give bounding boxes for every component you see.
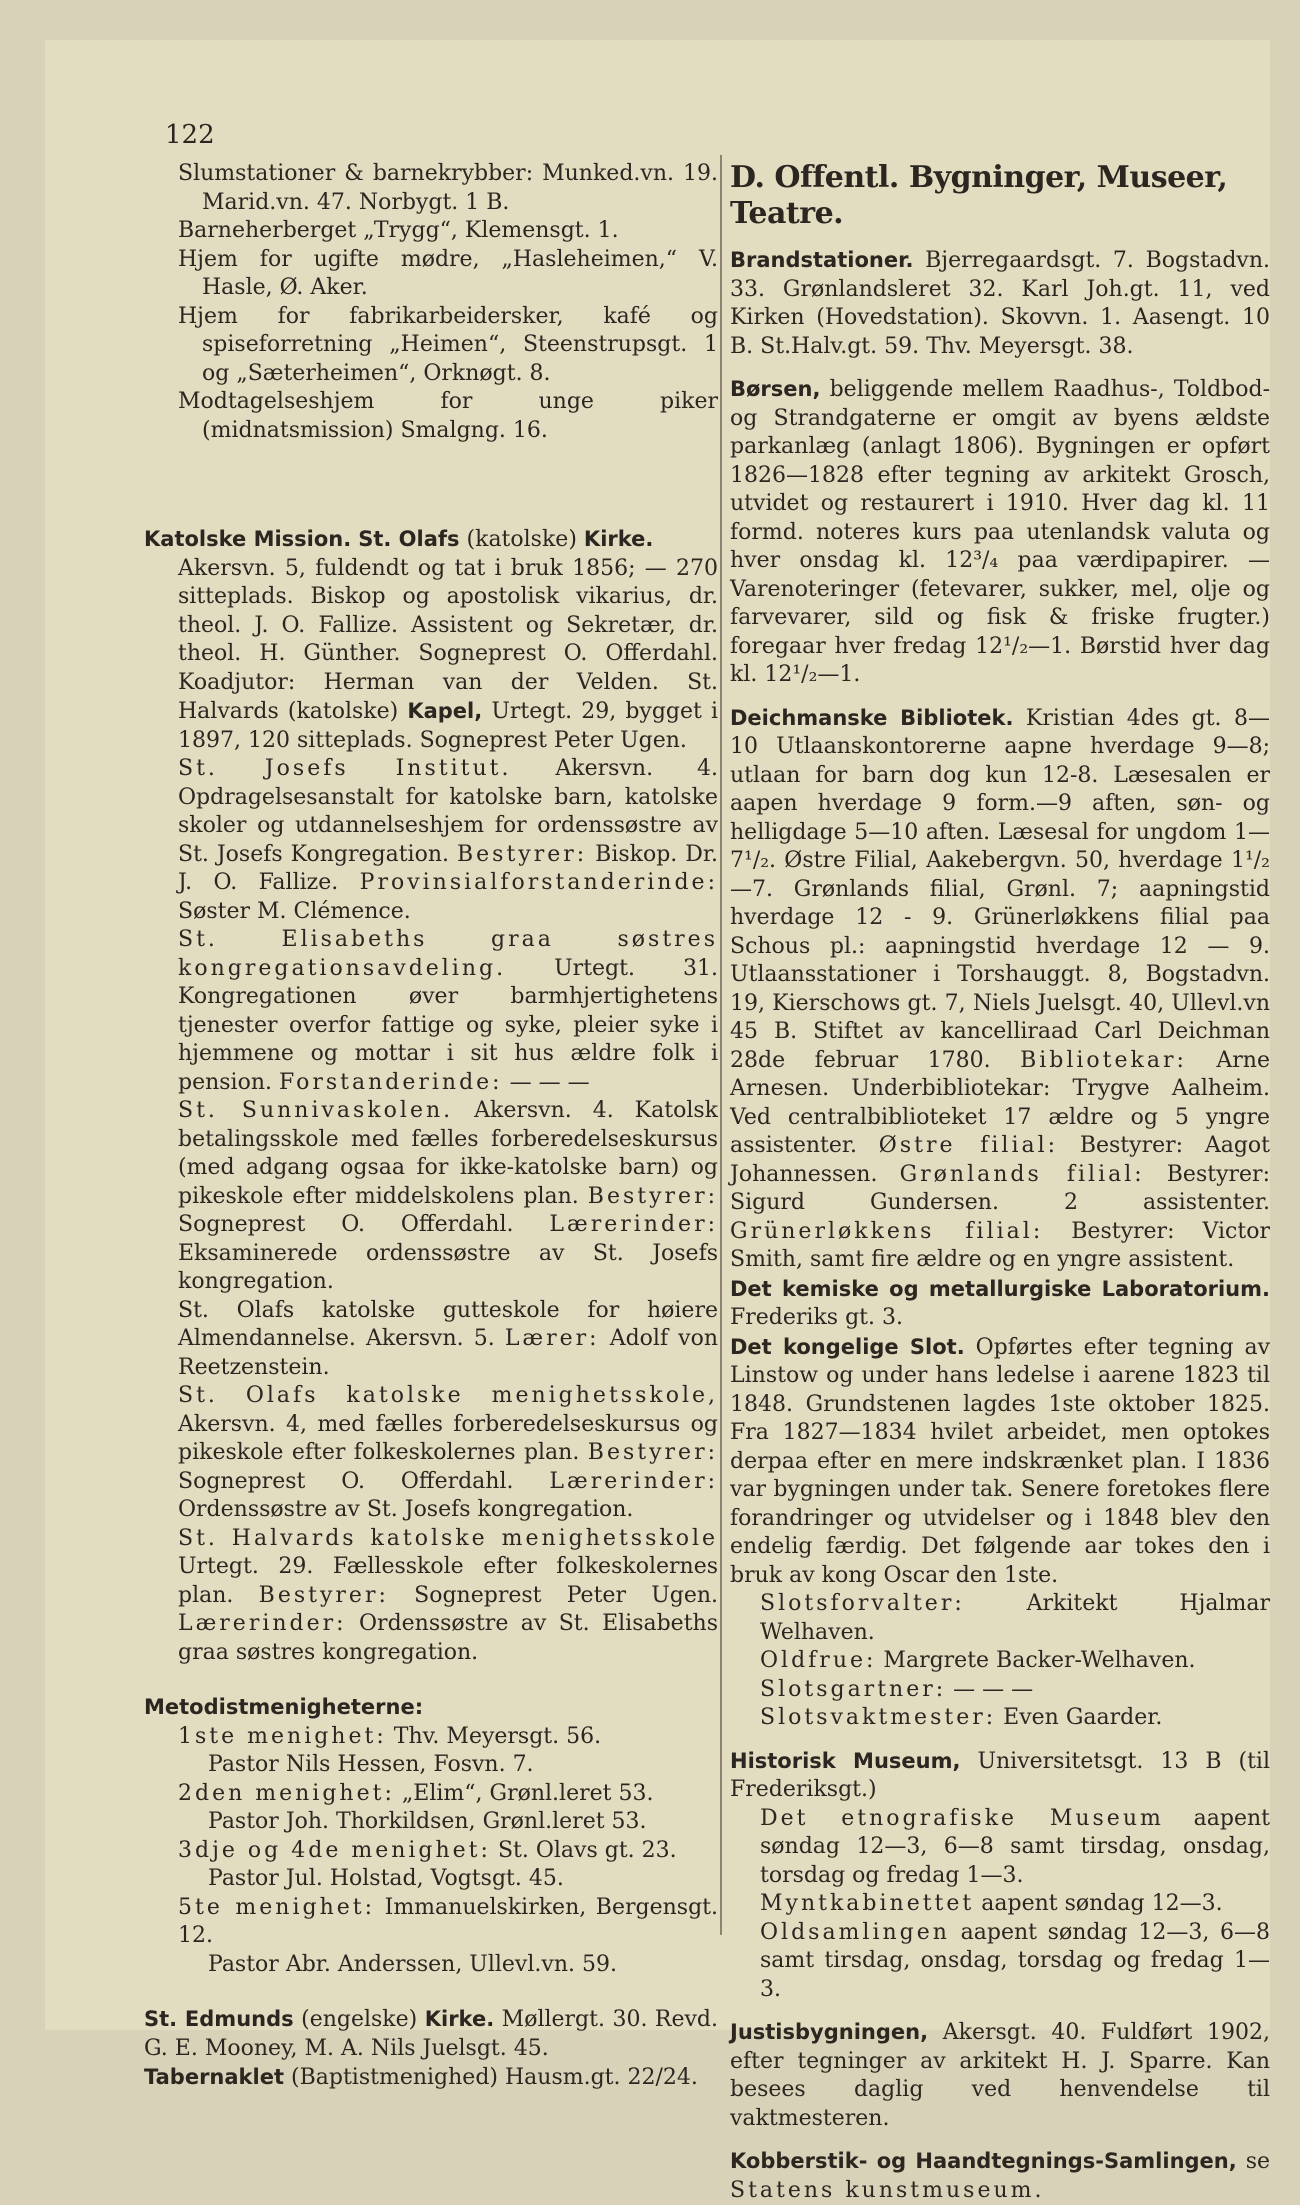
entry-slot: Det kongelige Slot. Opførtes efter tegning av Linstow og under hans ledelse i aarene 1823 til 1848. Grundstenen lagdes 1ste oktober 1825. Fra 1827—1834 hvilet arbeidet, men optokes derpaa efter en mere indskrænket plan. I 1836 var bygningen under tak. Senere foretokes flere forandringer og utvidelser og i 1848 blev den endelig færdig. Det følgende aar tokes den i bruk av kong Oscar den 1ste.: [730, 1334, 1270, 1588]
entry-halvards-skole: St. Halvards katolske menighetsskole Urtegt. 29. Fællesskole efter folkeskolernes plan. Bestyrer: Sogneprest Peter Ugen. Lærerinder: Ordenssøstre av St. Elisabeths graa søstres kongregation.: [178, 1525, 719, 1665]
historisk-etnografiske: Det etnografiske Museum aapent søndag 12—3, 6—8 samt tirsdag, onsdag, torsdag og fredag 1—3.: [760, 1805, 1270, 1888]
entry-justisbygningen: Justisbygningen, Akersgt. 40. Fuldført 1902, efter tegninger av arkitekt H. J. Sparre. Kan besees daglig ved henvendelse til vaktmesteren.: [730, 2020, 1270, 2131]
metodist-1-pastor: Pastor Nils Hessen, Fosvn. 7.: [208, 1752, 534, 1777]
metodist-1: 1ste menighet: Thv. Meyersgt. 56.: [178, 1723, 602, 1749]
metodist-3: 3dje og 4de menighet: St. Olavs gt. 23.: [178, 1837, 677, 1863]
right-column: [730, 160, 1270, 2205]
entry-gutteskole: St. Olafs katolske gutteskole for høiere Almendannelse. Akersvn. 5. Lærer: Adolf von Reetzenstein.: [178, 1297, 719, 1380]
metodist-5: 5te menighet: Immanuelskirken, Bergensgt. 12.: [178, 1894, 718, 1948]
metodist-5-pastor: Pastor Abr. Anderssen, Ullevl.vn. 59.: [208, 1951, 617, 1977]
entry-katolske-mission: Katolske Mission. St. Olafs (katolske) Kirke.: [144, 527, 654, 552]
entry-st-josefs: St. Josefs Institut. Akersvn. 4. Opdragelsesanstalt for katolske barn, katolske skoler og utdannelseshjem for ordenssøstre av St. Josefs Kongregation. Bestyrer: Biskop. Dr. J. O. Fallize. Provinsialforstanderinde: Søster M. Clémence.: [178, 756, 718, 924]
entry-st-edmunds: St. Edmunds (engelske) Kirke. Møllergt. 30. Revd. G. E. Mooney, M. A. Nils Juelsgt. 45.: [144, 2007, 718, 2061]
entry-slumstationer: Slumstationer & barnekrybber: Munked.vn. 19. Marid.vn. 47. Norbygt. 1 B.: [178, 161, 718, 215]
entry-borsen: Børsen, beliggende mellem Raadhus-, Toldbod- og Strandgaterne er omgit av byens ældste parkanlæg (anlagt 1806). Bygningen er opført 1826—1828 efter tegning av arkitekt Grosch, utvidet og restaurert i 1910. Hver dag kl. 11 formd. noteres kurs paa utenlandsk valuta og hver onsdag kl. 12³/₄ paa værdipapirer. — Varenoteringer (fetevarer, sukker, mel, olje og farvevarer, sild og fisk & friske frugter.) foregaar hver fredag 12¹/₂—1. Børstid hver dag kl. 12¹/₂—1.: [730, 377, 1271, 687]
historisk-myntkabinettet: Myntkabinettet aapent søndag 12—3.: [760, 1891, 1223, 1916]
metodist-2: 2den menighet: „Elim“, Grønl.leret 53.: [178, 1780, 654, 1806]
metodist-heading: Metodistmenigheterne:: [144, 1695, 424, 1719]
entry-brandstationer: Brandstationer. Bjerregaardsgt. 7. Bogstadvn. 33. Grønlandsleret 32. Karl Joh.gt. 11, ved Kirken (Hovedstation). Skovvn. 1. Aasengt. 10 B. St.Halv.gt. 59. Thv. Meyersgt. 38.: [730, 248, 1271, 359]
slot-forvalter: Slotsforvalter: Arkitekt Hjalmar Welhaven.: [760, 1591, 1270, 1645]
slot-vaktmester: Slotsvaktmester: Even Gaarder.: [760, 1705, 1163, 1730]
section-title: D. Offentl. Bygninger, Museer, Teatre.: [730, 160, 1228, 231]
left-column: [144, 160, 719, 2093]
entry-st-sunnivaskolen: St. Sunnivaskolen. Akersvn. 4. Katolsk betalingsskole med fælles forberedelseskursus (med adgang ogsaa for ikke-katolske barn) og pikeskole efter middelskolens plan. Bestyrer: Sogneprest O. Offerdahl. Lærerinder: Eksaminerede ordenssøstre av St. Josefs kongregation.: [178, 1098, 719, 1294]
entry-kobberstik: Kobberstik- og Haandtegnings-Samlingen, se Statens kunstmuseum.: [730, 2149, 1270, 2203]
column-divider: [720, 155, 722, 1935]
entry-heimen: Hjem for fabrikarbeidersker, kafé og spiseforretning „Heimen“, Steenstrupsgt. 1 og „Sæterheimen“, Orknøgt. 8.: [178, 303, 718, 386]
slot-gartner: Slotsgartner: — — —: [760, 1676, 1034, 1702]
entry-deichmanske: Deichmanske Bibliotek. Kristian 4des gt. 8—10 Utlaanskontorerne aapne hverdage 9—8; utlaan for barn dog kun 12-8. Læsesalen er aapen hverdage 9 form.—9 aften, søn- og helligdage 5—10 aften. Læsesal for ungdom 1—7¹/₂. Østre Filial, Aakebergvn. 50, hverdage 1¹/₂—7. Grønlands filial, Grønl. 7; aapningstid hverdage 12 - 9. Grünerløkkens filial paa Schous pl.: aapningstid hverdage 12 — 9. Utlaansstationer i Torshauggt. 8, Bogstadvn. 19, Kierschows gt. 7, Niels Juelsgt. 40, Ullevl.vn 45 B. Stiftet av kancelliraad Carl Deichman 28de februar 1780. Bibliotekar: Arne Arnesen. Underbibliotekar: Trygve Aalheim. Ved centralbiblioteket 17 ældre og 5 yngre assistenter. Østre filial: Bestyrer: Aagot Johannessen. Grønlands filial: Bestyrer: Sigurd Gundersen. 2 assistenter. Grünerløkkens filial: Bestyrer: Victor Smith, samt fire ældre og en yngre assistent.: [730, 705, 1270, 1272]
metodist-3-pastor: Pastor Jul. Holstad, Vogtsgt. 45.: [208, 1866, 564, 1891]
entry-historisk-museum: Historisk Museum, Universitetsgt. 13 B (til Frederiksgt.): [730, 1748, 1270, 1802]
entry-st-elisabeths: St. Elisabeths graa søstres kongregationsavdeling. Urtegt. 31. Kongregationen øver barmhjertighetens tjenester overfor fattige og syke, pleier syke i hjemmene og mottar i sit hus ældre folk i pension. Forstanderinde: — — —: [178, 927, 718, 1095]
entry-tabernaklet: Tabernaklet (Baptistmenighed) Hausm.gt. 22/24.: [144, 2065, 698, 2090]
entry-hasleheimen: Hjem for ugifte mødre, „Hasleheimen,“ V. Hasle, Ø. Aker.: [178, 246, 718, 300]
historisk-oldsamlingen: Oldsamlingen aapent søndag 12—3, 6—8 samt tirsdag, onsdag, torsdag og fredag 1—3.: [760, 1919, 1270, 2002]
slot-oldfrue: Oldfrue: Margrete Backer-Welhaven.: [760, 1648, 1196, 1673]
entry-menighetsskole: St. Olafs katolske menighetsskole, Akersvn. 4, med fælles forberedelseskursus og pikeskole efter folkeskolernes plan. Bestyrer: Sogneprest O. Offerdahl. Lærerinder: Ordenssøstre av St. Josefs kongregation.: [178, 1383, 719, 1522]
entry-kemiske: Det kemiske og metallurgiske Laboratorium. Frederiks gt. 3.: [730, 1276, 1270, 1330]
katolske-text: Akersvn. 5, fuldendt og tat i bruk 1856; — 270 sitteplads. Biskop og apostolisk vikarius, dr. theol. J. O. Fallize. Assistent og Sekretær, dr. theol. H. Günther. Sogneprest O. Offerdahl. Koadjutor: Herman van der Velden. St. Halvards (katolske) Kapel, Urtegt. 29, bygget i 1897, 120 sitteplads. Sogneprest Peter Ugen.: [178, 555, 718, 753]
page-number: 122: [165, 120, 215, 150]
entry-barneherberget: Barneherberget „Trygg“, Klemensgt. 1.: [178, 218, 619, 243]
metodist-2-pastor: Pastor Joh. Thorkildsen, Grønl.leret 53.: [208, 1809, 647, 1834]
entry-modtagelseshjem: Modtagelseshjem for unge piker (midnatsmission) Smalgng. 16.: [178, 389, 718, 443]
